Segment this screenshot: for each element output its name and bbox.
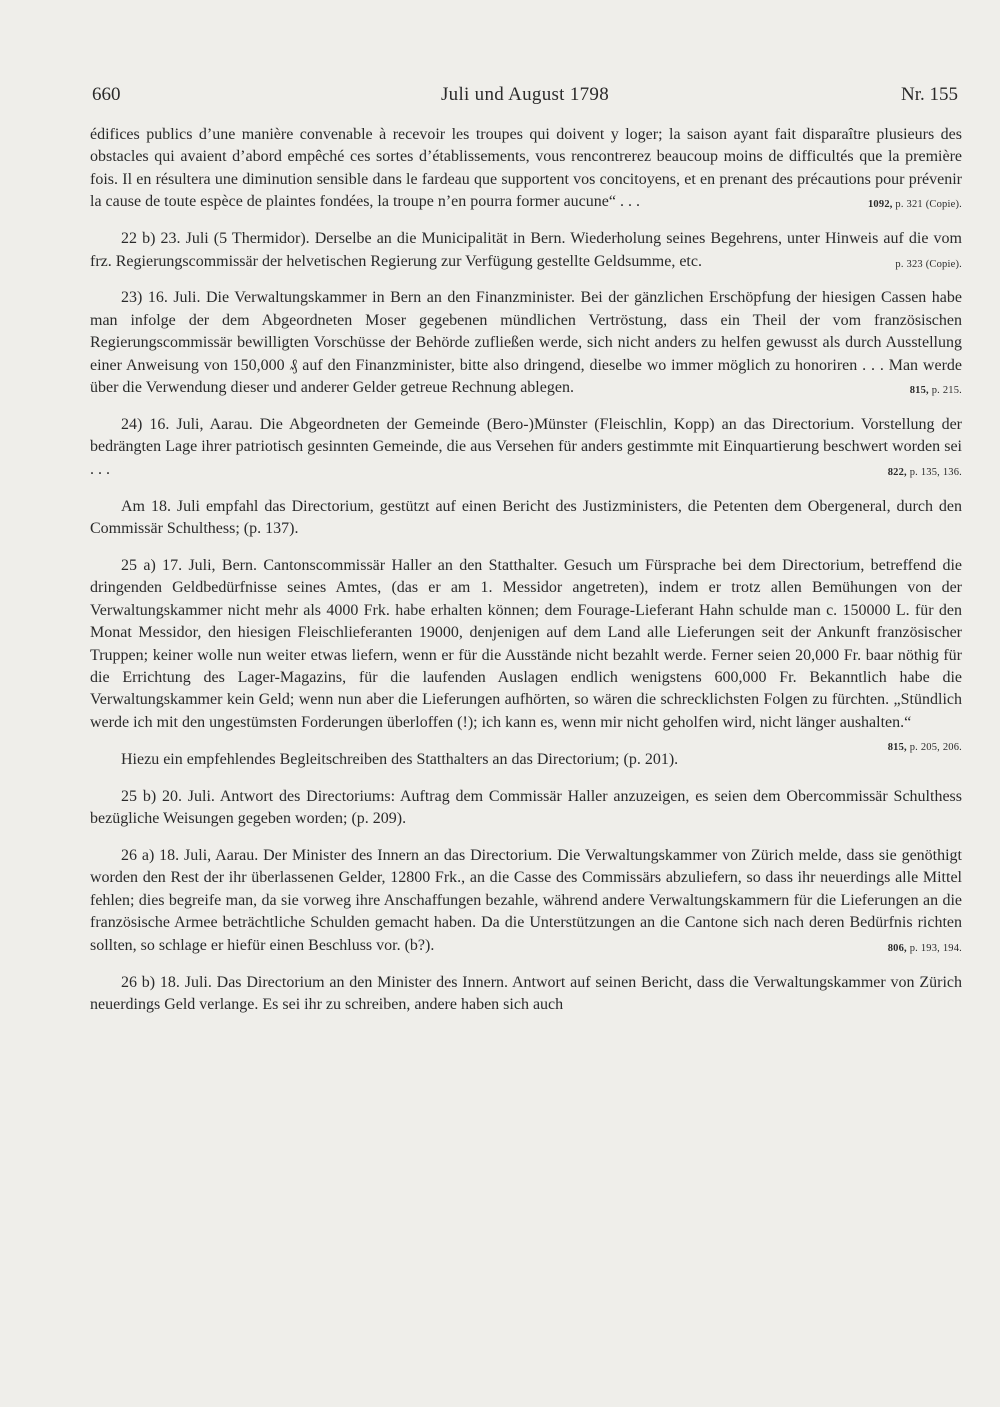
archive-volume: 822, bbox=[887, 466, 907, 478]
archive-reference bbox=[868, 194, 962, 216]
archive-pages: p. 193, 194. bbox=[906, 942, 962, 954]
archive-volume: 806, bbox=[887, 942, 907, 954]
paragraph-25a bbox=[90, 555, 962, 754]
archive-pages: p. 321 (Copie). bbox=[892, 199, 962, 211]
archive-pages: p. 135, 136. bbox=[906, 466, 962, 478]
paragraph-23 bbox=[90, 287, 962, 399]
page-header bbox=[92, 84, 958, 114]
archive-volume: 1092, bbox=[867, 199, 893, 211]
paragraph-text: Hiezu ein empfehlendes Begleitschreiben des Statthalters an das Directorium; (p. 201). bbox=[121, 750, 679, 768]
paragraph-26a bbox=[90, 845, 962, 957]
paragraph-text: 25 b) 20. Juli. Antwort des Directoriums: Auftrag dem Commissär Haller anzuzeigen, es seien dem Obercommissär Schulthess bezügliche Weisungen gegeben worden; (p. 209). bbox=[90, 787, 962, 828]
paragraph-text: Am 18. Juli empfahl das Directorium, gestützt auf einen Bericht des Justizministers, die Petenten dem Obergeneral, durch den Commissär Schulthess; (p. 137). bbox=[90, 497, 962, 538]
paragraph-text: 23) 16. Juli. Die Verwaltungskammer in Bern an den Finanzminister. Bei der gänzlichen Erschöpfung der hiesigen Cassen habe man infolge der dem Abgeordneten Moser gegebenen mündlichen Vertröstung, dass ein Theil der vom französischen Regierungscommissär bewilligten Vorschüsse der Behörde zufließen werde, sich nicht anders zu helfen gewusst als durch Ausstellung einer Anweisung von 150,000 ₰ auf den Finanzminister, bitte also dringend, dieselbe wo immer möglich zu honoriren . . . Man werde über die Verwendung dieser und anderer Gelder getreue Rechnung ablegen. bbox=[90, 289, 962, 397]
archive-pages: p. 323 (Copie). bbox=[895, 258, 962, 270]
archive-volume: 815, bbox=[887, 742, 907, 754]
archive-reference bbox=[864, 254, 962, 276]
paragraph-22b bbox=[90, 228, 962, 273]
document-number: Nr. 155 bbox=[901, 84, 958, 105]
archive-pages: p. 205, 206. bbox=[906, 742, 962, 754]
archive-volume: 815, bbox=[909, 385, 929, 397]
paragraph-1 bbox=[90, 124, 962, 214]
paragraph-26b bbox=[90, 972, 962, 1017]
paragraph-text: 25 a) 17. Juli, Bern. Cantonscommissär Haller an den Statthalter. Gesuch um Fürsprache bei dem Directorium, betreffend die dringenden Geldbedürfnisse seines Amtes, (das er am 1. Messidor angetreten), indem er trotz allen Bemühungen von der Verwaltungskammer nicht mehr als 4000 Frk. habe erhalten können; dem Fourage-Lieferant Hahn schulde man c. 150000 L. für den Monat Messidor, den hiesigen Fleischlieferanten 19000, denjenigen auf dem Land alle Lieferungen seit der Ankunft französischer Truppen; keiner wolle nun weiter etwas liefern, wenn er für die Ausstände nicht bezahlt werde. Ferner seien 20,000 Fr. baar nöthig für die Errichtung des Lager-Magazins, für die laufenden Auslagen endlich wenigstens 600,000 Fr. Bekanntlich habe die Verwaltungskammer kein Geld; wenn nun aber die Lieferungen aufhörten, so wären die schrecklichsten Folgen zu fürchten. „Stündlich werde ich mit den ungestümsten Forderungen überloffen (!); ich kann es, wenn mir nicht geholfen wird, nicht länger aushalten.“ bbox=[90, 557, 962, 731]
page-number: 660 bbox=[92, 84, 121, 105]
paragraph-note-25a bbox=[90, 749, 962, 771]
paragraph-text: 26 a) 18. Juli, Aarau. Der Minister des Innern an das Directorium. Die Verwaltungskammer von Zürich melde, dass sie genöthigt worden den Rest der ihr überlassenen Gelder, 12800 Frk., an die Casse des Commissärs abzuliefern, so dass ihr neuerdings alle Mittel fehlen; dies begreife man, da sie vorweg ihre Anschaffungen bezahle, während andere Verwaltungskammern für die Lieferungen an die französische Armee beträchtliche Schulden gemacht haben. Da die Unterstützungen an die Cantone sich nach deren Bedürfnis richten sollten, so schlage er hiefür einen Beschluss vor. (b?). bbox=[90, 846, 962, 954]
paragraph-25b bbox=[90, 786, 962, 831]
archive-reference bbox=[879, 380, 962, 402]
running-title: Juli und August 1798 bbox=[440, 84, 610, 105]
paragraph-24 bbox=[90, 414, 962, 481]
page-body bbox=[90, 124, 962, 1031]
paragraph-text: 22 b) 23. Juli (5 Thermidor). Derselbe an die Municipalität in Bern. Wiederholung seines Begehrens, unter Hinweis auf die vom frz. Regierungscommissär der helvetischen Regierung zur Verfügung gestellte Geldsumme, etc. bbox=[90, 230, 962, 270]
archive-reference bbox=[857, 737, 962, 759]
paragraph-text: édifices publics d’une manière convenable à recevoir les troupes qui doivent y loger; la saison ayant fait disparaître plusieurs des obstacles qui avaient d’abord empêché ces sortes d’établissements, vous rencontrerez beaucoup moins de difficultés que la première fois. Il en résultera une diminution sensible dans le fardeau que supportent vos concitoyens, et en prenant des précautions pour prévenir la cause de toute espèce de plaintes fondées, la troupe n’en pourra former aucune“ . . . bbox=[90, 126, 962, 211]
paragraph-text: 24) 16. Juli, Aarau. Die Abgeordneten der Gemeinde (Bero-)Münster (Fleischlin, Kopp) an das Directorium. Vorstellung der bedrängten Lage ihrer patriotisch gesinnten Gemeinde, die aus Versehen für anders gestimmte mit Einquartierung beschwert worden sei . . . bbox=[90, 415, 962, 478]
archive-reference bbox=[857, 938, 962, 960]
archive-reference bbox=[857, 462, 962, 484]
paragraph-text: 26 b) 18. Juli. Das Directorium an den Minister des Innern. Antwort auf seinen Bericht, dass die Verwaltungskammer von Zürich neuerdings Geld verlange. Es sei ihr zu schreiben, andere haben sich auch bbox=[90, 973, 962, 1013]
paragraph-note-24 bbox=[90, 496, 962, 541]
archive-pages: p. 215. bbox=[928, 385, 962, 397]
